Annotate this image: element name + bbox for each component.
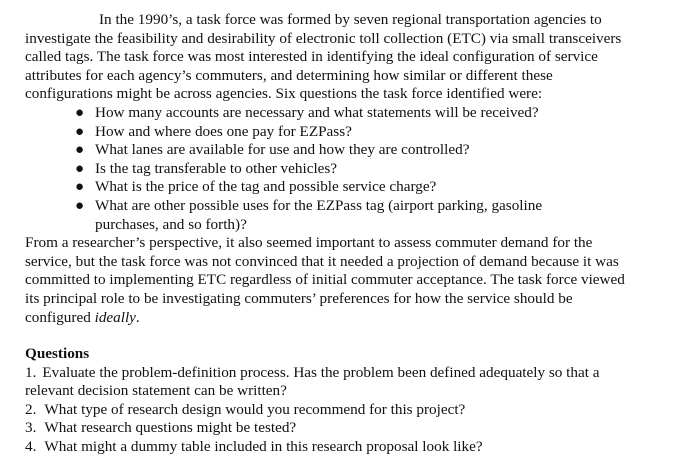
- bullet-icon: ●: [75, 142, 85, 159]
- researcher-perspective-paragraph: From a researcher’s perspective, it also seemed important to assess commuter demand for the service, but the task force was not convinced that it needed a projection of demand because it was committed to implementing ETC regardless of initial commuter acceptance. The task force viewed its principal role to be investigating commuters’ preferences for how the service should be configured ideally.: [25, 234, 625, 326]
- question-item: 1. Evaluate the problem-definition process. Has the problem been defined adequately so that a relevant decision statement can be written?: [25, 363, 600, 400]
- list-item: ● What lanes are available for use and how they are controlled?: [75, 141, 470, 159]
- question-item: 2. What type of research design would you recommend for this project?: [25, 400, 466, 418]
- spacer: [25, 327, 625, 345]
- bullet-icon: ●: [75, 104, 85, 121]
- question-item: 3. What research questions might be tested?: [25, 419, 297, 437]
- list-item: ● What are other possible uses for the EZPass tag (airport parking, gasoline purchases, and so forth)?: [75, 196, 543, 233]
- intro-paragraph: In the 1990’s, a task force was formed by seven regional transportation agencies to investigate the feasibility and desirability of electronic toll collection (ETC) via small transceivers called tags. The task force was most interested in identifying the ideal configuration of service attributes for each agency’s commuters, and determining how similar or different these configurations might be across agencies. Six questions the task force identified were:: [25, 11, 622, 103]
- bullet-icon: ●: [75, 123, 85, 140]
- list-item: ● Is the tag transferable to other vehicles?: [75, 159, 338, 177]
- emphasis-ideally: ideally: [94, 308, 136, 326]
- task-force-questions-list: [25, 104, 625, 234]
- bullet-icon: ●: [75, 160, 85, 177]
- bullet-icon: ●: [75, 197, 85, 214]
- document-body: [25, 11, 625, 457]
- questions-heading: Questions: [25, 345, 90, 363]
- question-item: 4. What might a dummy table included in this research proposal look like?: [25, 438, 483, 456]
- list-item: ● How and where does one pay for EZPass?: [75, 122, 352, 140]
- list-item: ● What is the price of the tag and possible service charge?: [75, 178, 437, 196]
- list-item: ● How many accounts are necessary and what statements will be received?: [75, 103, 539, 121]
- bullet-icon: ●: [75, 179, 85, 196]
